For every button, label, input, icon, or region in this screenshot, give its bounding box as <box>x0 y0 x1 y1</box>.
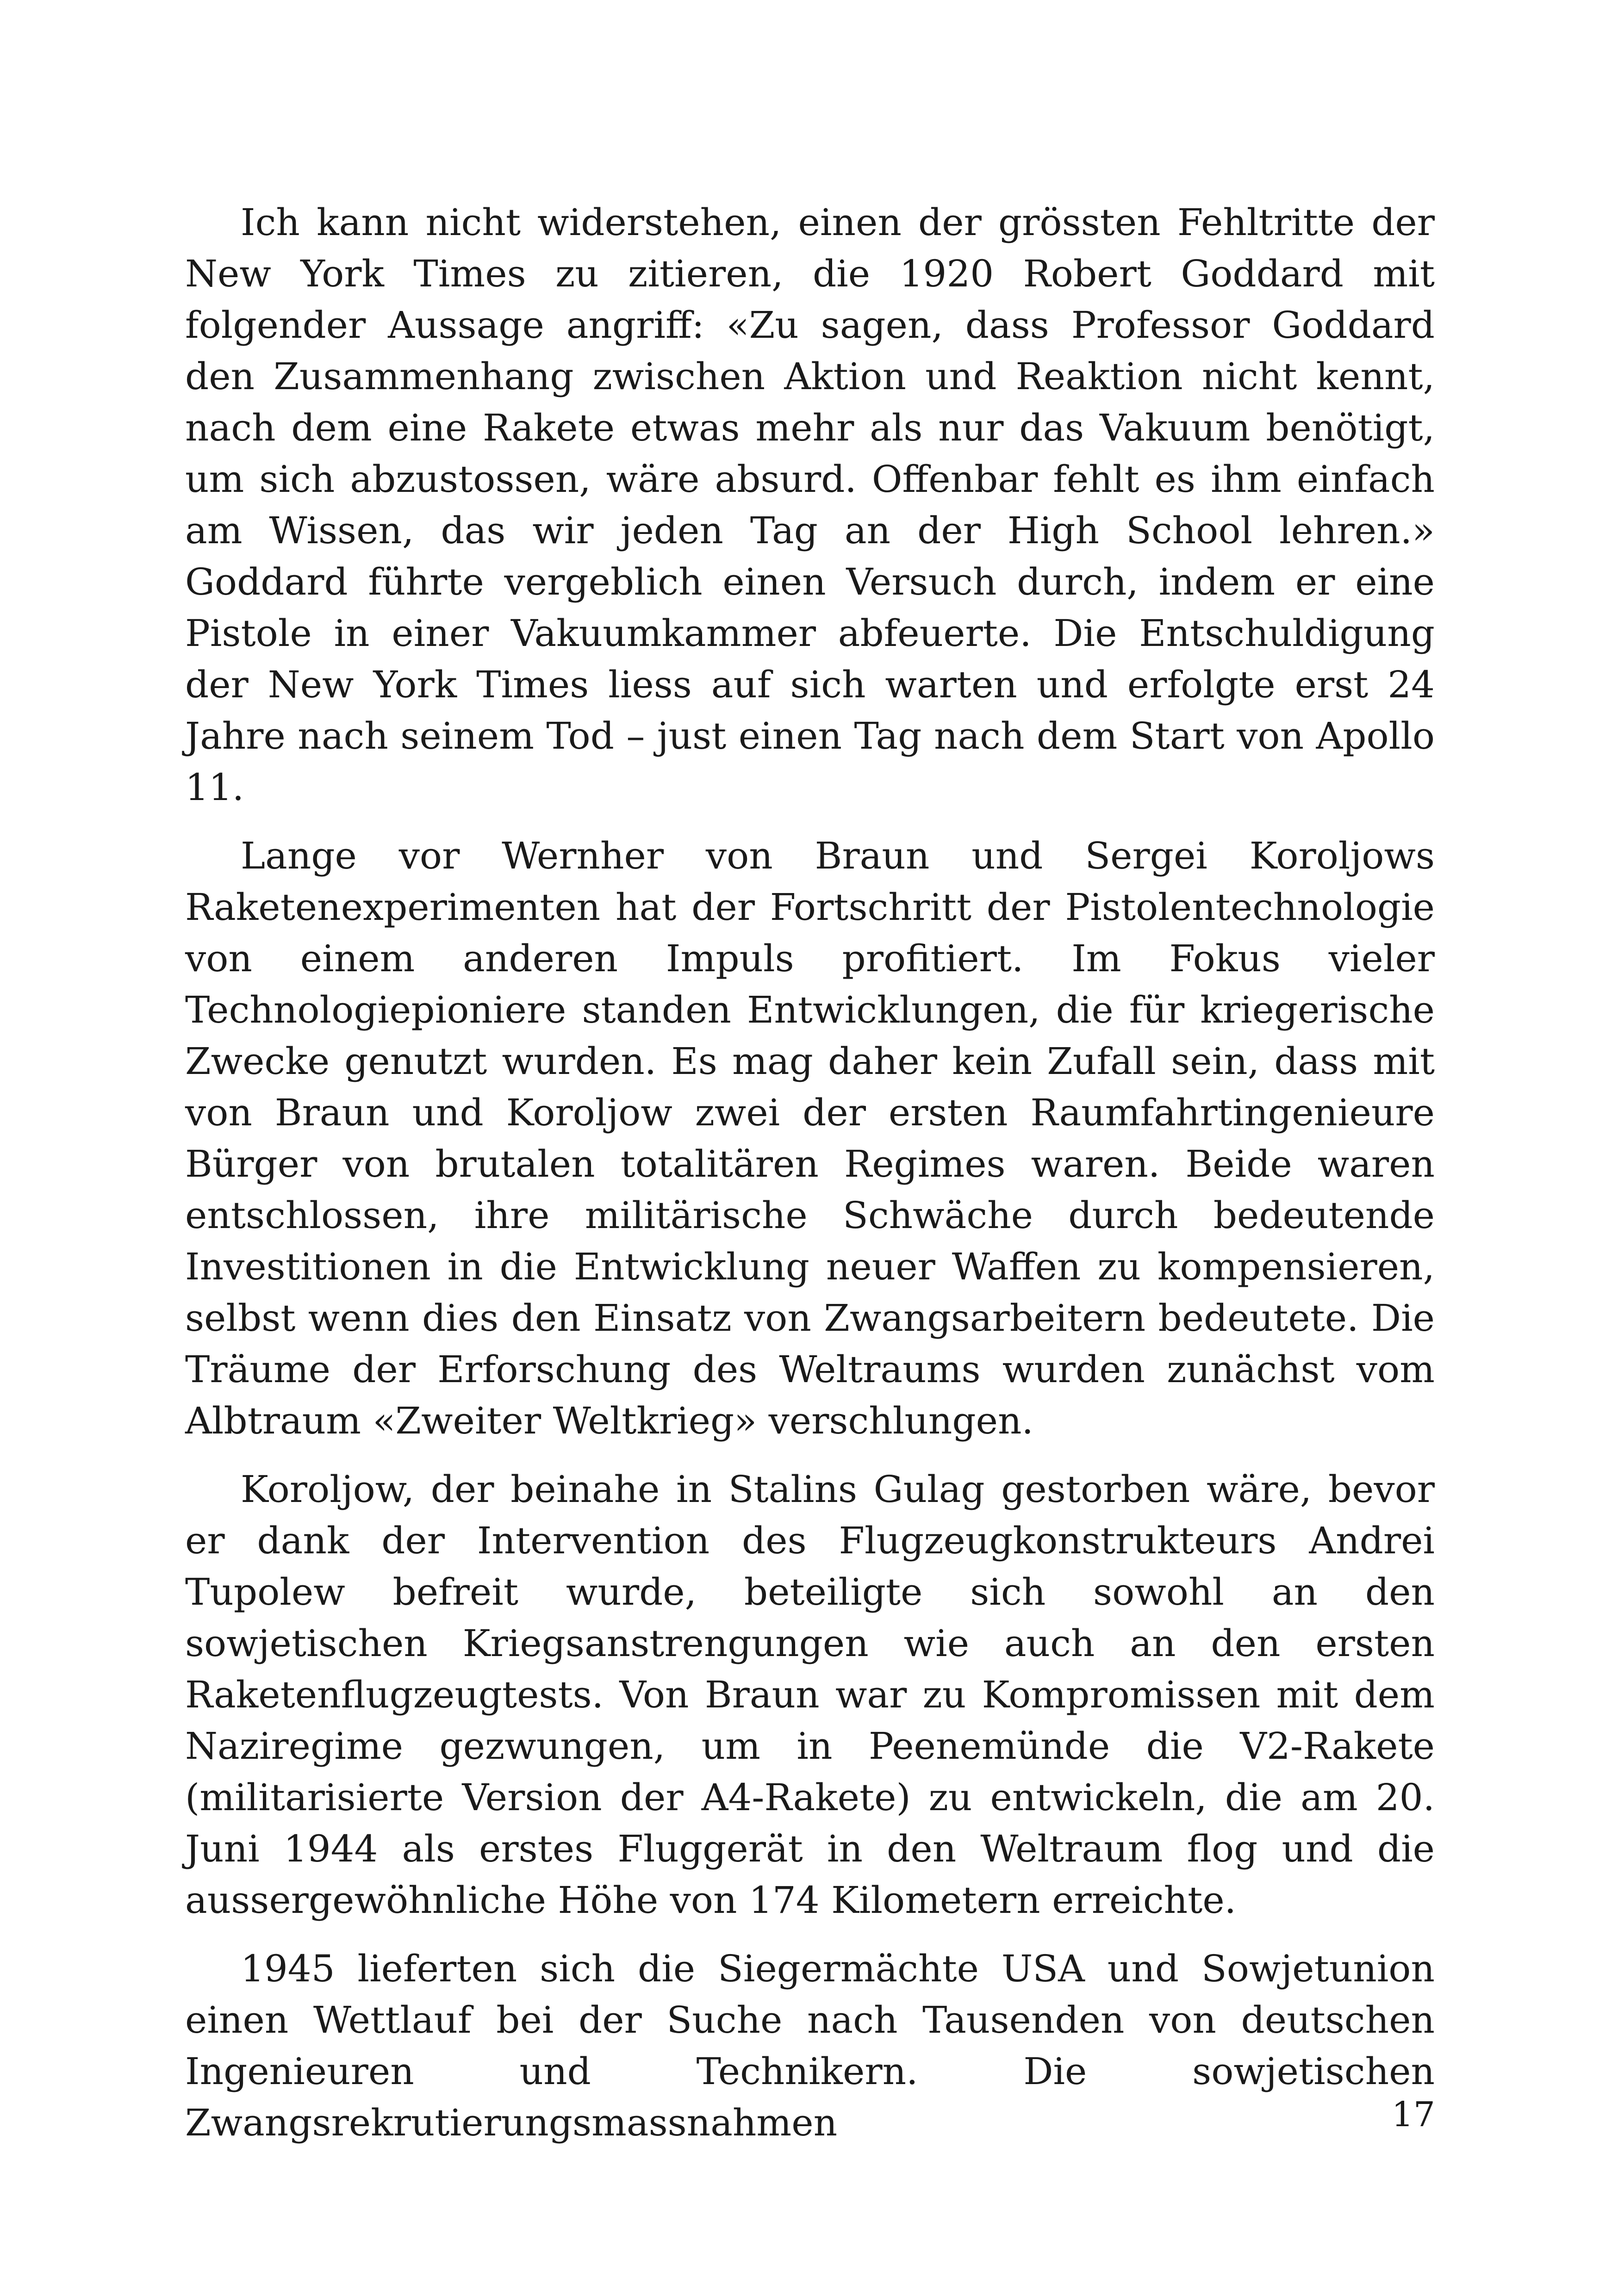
page-number: 17 <box>1391 2095 1435 2135</box>
body-text <box>185 197 1435 2166</box>
paragraph-koroljow-gulag: Koroljow, der beinahe in Stalins Gulag gestorben wäre, bevor er dank der Intervention des Flugzeugkonstrukteurs Andrei Tupolew befreit wurde, beteiligte sich sowohl an den sowjetischen Kriegsanstrengungen wie auch an den ersten Raketenflugzeugtests. Von Braun war zu Kompromissen mit dem Naziregime gezwungen, um in Peenemünde die V2-Rakete (militarisierte Version der A4-Rakete) zu entwickeln, die am 20. Juni 1944 als erstes Fluggerät in den Weltraum flog und die aussergewöhnliche Höhe von 174 Kilometern erreichte. <box>185 1468 1435 1922</box>
paragraph-1945: 1945 lieferten sich die Siegermächte USA und Sowjetunion einen Wettlauf bei der Suche nach Tausenden von deutschen Ingenieuren und Technikern. Die sowjetischen Zwangsrekrutierungsmassnahmen <box>185 1947 1435 2144</box>
paragraph-braun-koroljow: Lange vor Wernher von Braun und Sergei Koroljows Raketenexperimenten hat der Fortschritt der Pistolentechnologie von einem anderen Impuls profitiert. Im Fokus vieler Technologiepioniere standen Entwicklungen, die für kriegerische Zwecke genutzt wurden. Es mag daher kein Zufall sein, dass mit von Braun und Koroljow zwei der ersten Raumfahrtingenieure Bürger von brutalen totalitären Regimes waren. Beide waren entschlossen, ihre militärische Schwäche durch bedeutende Investitionen in die Entwicklung neuer Waffen zu kompensieren, selbst wenn dies den Einsatz von Zwangsarbeitern bedeutete. Die Träume der Erforschung des Weltraums wurden zunächst vom Albtraum «Zweiter Weltkrieg» verschlungen. <box>185 834 1435 1442</box>
paragraph-goddard: Ich kann nicht widerstehen, einen der grössten Fehltritte der New York Times zu zitieren, die 1920 Robert Goddard mit folgender Aussage angriff: «Zu sagen, dass Professor Goddard den Zusammenhang zwischen Aktion und Reaktion nicht kennt, nach dem eine Rakete etwas mehr als nur das Vakuum benötigt, um sich abzustossen, wäre absurd. Offenbar fehlt es ihm einfach am Wissen, das wir jeden Tag an der High School lehren.» Goddard führte vergeblich einen Versuch durch, indem er eine Pistole in einer Vakuumkammer abfeuerte. Die Entschuldigung der New York Times liess auf sich warten und erfolgte erst 24 Jahre nach seinem Tod – just einen Tag nach dem Start von Apollo 11. <box>185 201 1435 809</box>
